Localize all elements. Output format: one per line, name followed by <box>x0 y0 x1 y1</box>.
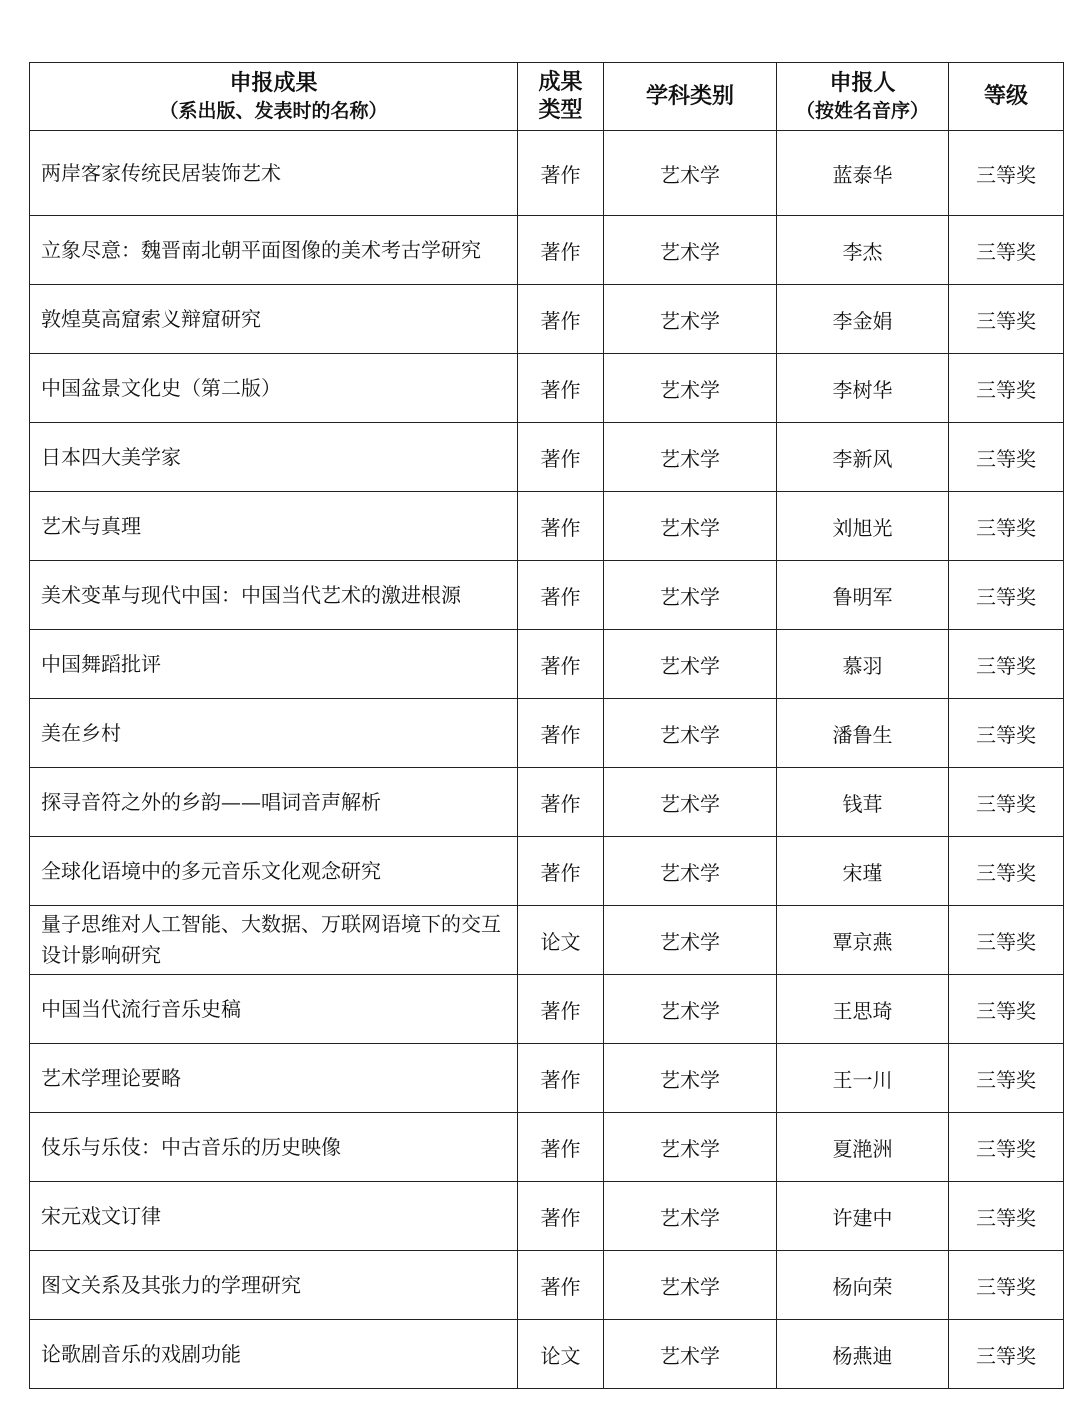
table-row <box>30 354 1064 423</box>
cell-discipline: 艺术学 <box>604 1044 777 1113</box>
cell-type: 著作 <box>518 1182 604 1251</box>
cell-title: 伎乐与乐伎：中古音乐的历史映像 <box>30 1113 518 1182</box>
cell-type: 著作 <box>518 131 604 216</box>
cell-discipline: 艺术学 <box>604 630 777 699</box>
cell-level: 三等奖 <box>949 285 1064 354</box>
cell-discipline: 艺术学 <box>604 1182 777 1251</box>
cell-applicant: 李树华 <box>777 354 949 423</box>
cell-applicant: 李新风 <box>777 423 949 492</box>
cell-type: 著作 <box>518 630 604 699</box>
cell-level: 三等奖 <box>949 630 1064 699</box>
cell-title: 图文关系及其张力的学理研究 <box>30 1251 518 1320</box>
cell-level: 三等奖 <box>949 1044 1064 1113</box>
cell-discipline: 艺术学 <box>604 906 777 975</box>
cell-title: 艺术学理论要略 <box>30 1044 518 1113</box>
cell-type: 著作 <box>518 1251 604 1320</box>
cell-level: 三等奖 <box>949 423 1064 492</box>
cell-type: 著作 <box>518 216 604 285</box>
cell-discipline: 艺术学 <box>604 1251 777 1320</box>
cell-title: 中国舞蹈批评 <box>30 630 518 699</box>
cell-type: 著作 <box>518 354 604 423</box>
header-row <box>30 63 1064 131</box>
cell-title: 敦煌莫高窟索义辩窟研究 <box>30 285 518 354</box>
cell-level: 三等奖 <box>949 837 1064 906</box>
cell-title: 美术变革与现代中国：中国当代艺术的激进根源 <box>30 561 518 630</box>
cell-applicant: 王一川 <box>777 1044 949 1113</box>
table-row <box>30 131 1064 216</box>
cell-applicant: 李金娟 <box>777 285 949 354</box>
cell-applicant: 慕羽 <box>777 630 949 699</box>
table-row <box>30 906 1064 975</box>
table-row <box>30 216 1064 285</box>
cell-title: 两岸客家传统民居装饰艺术 <box>30 131 518 216</box>
cell-type: 著作 <box>518 975 604 1044</box>
header-applicant <box>777 63 949 131</box>
cell-level: 三等奖 <box>949 768 1064 837</box>
awards-table <box>29 62 1064 1389</box>
cell-applicant: 覃京燕 <box>777 906 949 975</box>
cell-type: 著作 <box>518 837 604 906</box>
cell-applicant: 夏滟洲 <box>777 1113 949 1182</box>
cell-level: 三等奖 <box>949 561 1064 630</box>
cell-level: 三等奖 <box>949 354 1064 423</box>
table-row <box>30 1251 1064 1320</box>
cell-level: 三等奖 <box>949 1320 1064 1389</box>
table-row <box>30 1182 1064 1251</box>
cell-level: 三等奖 <box>949 1251 1064 1320</box>
cell-title: 中国盆景文化史（第二版） <box>30 354 518 423</box>
cell-applicant: 李杰 <box>777 216 949 285</box>
header-applicant-main: 申报人 <box>829 70 896 96</box>
cell-title: 量子思维对人工智能、大数据、万联网语境下的交互设计影响研究 <box>30 906 518 975</box>
table-row <box>30 630 1064 699</box>
cell-title: 美在乡村 <box>30 699 518 768</box>
cell-applicant: 杨向荣 <box>777 1251 949 1320</box>
cell-level: 三等奖 <box>949 699 1064 768</box>
cell-type: 著作 <box>518 492 604 561</box>
cell-type: 著作 <box>518 1044 604 1113</box>
table-row <box>30 975 1064 1044</box>
cell-discipline: 艺术学 <box>604 216 777 285</box>
cell-discipline: 艺术学 <box>604 1113 777 1182</box>
header-title <box>30 63 518 131</box>
table-row <box>30 699 1064 768</box>
header-discipline <box>604 63 777 131</box>
cell-title: 探寻音符之外的乡韵——唱词音声解析 <box>30 768 518 837</box>
cell-applicant: 杨燕迪 <box>777 1320 949 1389</box>
cell-applicant: 宋瑾 <box>777 837 949 906</box>
cell-level: 三等奖 <box>949 1113 1064 1182</box>
cell-type: 论文 <box>518 906 604 975</box>
cell-type: 著作 <box>518 699 604 768</box>
cell-title: 立象尽意：魏晋南北朝平面图像的美术考古学研究 <box>30 216 518 285</box>
cell-type: 著作 <box>518 1113 604 1182</box>
header-level-label: 等级 <box>983 83 1028 109</box>
cell-applicant: 王思琦 <box>777 975 949 1044</box>
cell-discipline: 艺术学 <box>604 1320 777 1389</box>
header-discipline-label: 学科类别 <box>645 83 734 109</box>
cell-title: 中国当代流行音乐史稿 <box>30 975 518 1044</box>
table-row <box>30 423 1064 492</box>
cell-discipline: 艺术学 <box>604 131 777 216</box>
cell-title: 宋元戏文订律 <box>30 1182 518 1251</box>
cell-applicant: 刘旭光 <box>777 492 949 561</box>
header-title-sub: （系出版、发表时的名称） <box>159 99 388 122</box>
cell-level: 三等奖 <box>949 975 1064 1044</box>
cell-type: 论文 <box>518 1320 604 1389</box>
header-type <box>518 63 604 131</box>
cell-discipline: 艺术学 <box>604 768 777 837</box>
cell-discipline: 艺术学 <box>604 975 777 1044</box>
cell-title: 艺术与真理 <box>30 492 518 561</box>
table-row <box>30 561 1064 630</box>
table-row <box>30 492 1064 561</box>
cell-type: 著作 <box>518 561 604 630</box>
cell-discipline: 艺术学 <box>604 492 777 561</box>
table-row <box>30 768 1064 837</box>
cell-applicant: 鲁明军 <box>777 561 949 630</box>
cell-level: 三等奖 <box>949 906 1064 975</box>
cell-applicant: 许建中 <box>777 1182 949 1251</box>
table-row <box>30 285 1064 354</box>
cell-discipline: 艺术学 <box>604 354 777 423</box>
table-row <box>30 1113 1064 1182</box>
cell-discipline: 艺术学 <box>604 837 777 906</box>
table-row <box>30 1320 1064 1389</box>
cell-discipline: 艺术学 <box>604 561 777 630</box>
header-title-main: 申报成果 <box>229 70 318 96</box>
header-applicant-sub: （按姓名音序） <box>795 99 929 122</box>
cell-title: 全球化语境中的多元音乐文化观念研究 <box>30 837 518 906</box>
cell-discipline: 艺术学 <box>604 285 777 354</box>
cell-type: 著作 <box>518 768 604 837</box>
cell-title: 日本四大美学家 <box>30 423 518 492</box>
cell-title: 论歌剧音乐的戏剧功能 <box>30 1320 518 1389</box>
cell-discipline: 艺术学 <box>604 699 777 768</box>
table-row <box>30 837 1064 906</box>
cell-level: 三等奖 <box>949 492 1064 561</box>
cell-applicant: 潘鲁生 <box>777 699 949 768</box>
table-body <box>30 131 1064 1389</box>
cell-level: 三等奖 <box>949 216 1064 285</box>
header-level <box>949 63 1064 131</box>
cell-type: 著作 <box>518 423 604 492</box>
table-row <box>30 1044 1064 1113</box>
header-type-sub: 类型 <box>538 97 583 123</box>
table-header <box>30 63 1064 131</box>
cell-level: 三等奖 <box>949 1182 1064 1251</box>
cell-level: 三等奖 <box>949 131 1064 216</box>
cell-applicant: 钱茸 <box>777 768 949 837</box>
cell-type: 著作 <box>518 285 604 354</box>
header-type-main: 成果 <box>538 69 583 95</box>
cell-discipline: 艺术学 <box>604 423 777 492</box>
cell-applicant: 蓝泰华 <box>777 131 949 216</box>
